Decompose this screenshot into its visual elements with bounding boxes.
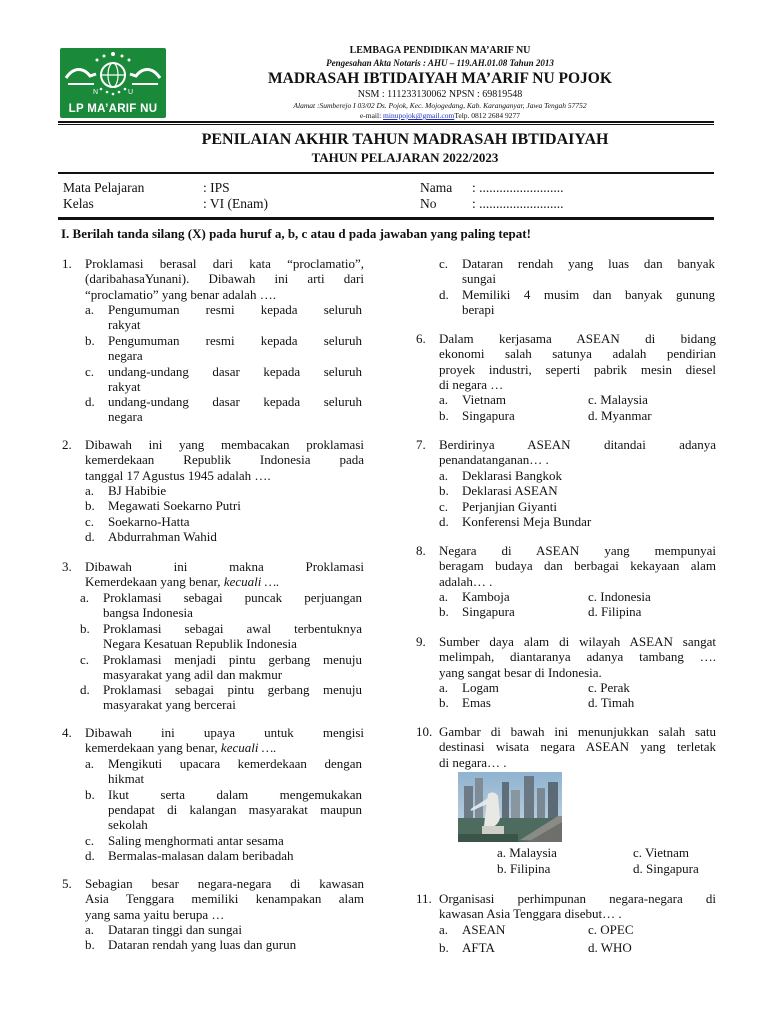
option-b-cont: Negara Kesatuan Republik Indonesia [103, 636, 297, 651]
option-letter[interactable]: d. [439, 514, 449, 529]
option-letter[interactable]: c. [85, 364, 95, 379]
question-text: Organisasi perhimpunan negara-negara di [439, 891, 716, 906]
class-label: Kelas [63, 196, 94, 211]
question-text: di negara … [439, 377, 504, 392]
option-b[interactable]: Proklamasi sebagai awal terbentuknya [103, 621, 362, 636]
option-d[interactable]: d. Singapura [633, 861, 699, 876]
exam-title: PENILAIAN AKHIR TAHUN MADRASAH IBTIDAIYAH [201, 131, 609, 148]
question-text-part: kemerdekaan yang benar, [85, 740, 221, 755]
option-letter[interactable]: c. [80, 652, 90, 667]
except-keyword: kecuali …. [223, 574, 280, 589]
contact-line [170, 111, 710, 120]
legal-notice: Pengesahan Akta Notaris : AHU – 119.AH.01.08 Tahun 2013 [326, 58, 554, 68]
option-a[interactable]: ASEAN [462, 922, 506, 937]
option-b[interactable]: Megawati Soekarno Putri [108, 498, 241, 513]
logo-letter-n: N [93, 89, 99, 96]
question-text: ekonomi salah satunya adalah pendirian [439, 346, 716, 361]
question-text: Dalam kerjasama ASEAN di bidang [439, 331, 716, 346]
option-a[interactable]: Kamboja [462, 589, 510, 604]
question-text: kemerdekaan Republik Indonesia pada [85, 452, 364, 467]
option-d[interactable]: Bermalas-malasan dalam beribadah [108, 848, 294, 863]
option-letter[interactable]: b. [439, 695, 449, 710]
option-a[interactable]: Proklamasi sebagai puncak perjuangan [103, 590, 362, 605]
question-number: 2. [62, 437, 72, 452]
school-address: Alamat :Sumberejo I 03/02 Ds. Pojok, Kec. Mojogedang, Kab. Karanganyar, Jawa Tengah 57752 [293, 101, 587, 110]
option-c[interactable]: undang-undang dasar kepada seluruh [108, 364, 362, 379]
option-letter[interactable]: b. [85, 937, 95, 952]
option-c[interactable]: c. OPEC [588, 922, 634, 937]
option-d-cont: berapi [462, 302, 495, 317]
question-text: Sebagian besar negara-negara di kawasan [85, 876, 364, 891]
merlion-image-icon [458, 772, 562, 842]
right-column [416, 256, 716, 956]
option-letter[interactable]: a. [439, 922, 449, 937]
option-letter[interactable]: d. [80, 682, 90, 697]
info-divider [58, 217, 714, 220]
option-letter[interactable]: c. [85, 514, 95, 529]
except-keyword: kecuali …. [220, 740, 277, 755]
question-text: Negara di ASEAN yang mempunyai [439, 543, 716, 558]
option-c[interactable]: Proklamasi menjadi pintu gerbang menuju [103, 652, 362, 667]
option-d-cont: masyarakat yang bercerai [103, 697, 236, 712]
option-c-cont: sungai [462, 271, 496, 286]
option-c[interactable]: Perjanjian Giyanti [462, 499, 557, 514]
option-d[interactable]: undang-undang dasar kepada seluruh [108, 394, 362, 409]
option-c[interactable]: Saling menghormati antar sesama [108, 833, 284, 848]
option-letter[interactable]: a. [439, 392, 449, 407]
question-text: “proclamatio” yang benar adalah …. [85, 287, 276, 302]
option-d-cont: negara [108, 409, 143, 424]
name-field[interactable]: : ......................... [472, 180, 564, 195]
option-letter[interactable]: c. [439, 256, 449, 271]
option-c[interactable]: Dataran rendah yang luas dan banyak [462, 256, 715, 271]
option-d[interactable]: d. Myanmar [588, 408, 652, 423]
number-label: No [420, 196, 437, 211]
question-number: 5. [62, 876, 72, 891]
option-letter[interactable]: d. [85, 394, 95, 409]
option-a[interactable]: Vietnam [462, 392, 506, 407]
option-d[interactable]: Abdurrahman Wahid [108, 529, 217, 544]
option-letter[interactable]: b. [439, 408, 449, 423]
option-c-cont: masyarakat yang adil dan makmur [103, 667, 283, 682]
question-number: 7. [416, 437, 426, 452]
question-text: Berdirinya ASEAN ditandai adanya [439, 437, 716, 452]
option-b[interactable]: b. Filipina [497, 861, 551, 876]
subject-label: Mata Pelajaran [63, 180, 145, 195]
option-letter[interactable]: a. [439, 680, 449, 695]
option-letter[interactable]: a. [439, 468, 449, 483]
option-d[interactable]: Memiliki 4 musim dan banyak gunung [462, 287, 715, 302]
option-b[interactable]: Dataran rendah yang luas dan gurun [108, 937, 297, 952]
option-letter[interactable]: c. [85, 833, 95, 848]
nu-globe-emblem-icon [60, 48, 166, 104]
option-a[interactable]: BJ Habibie [108, 483, 167, 498]
question-text [85, 740, 364, 756]
option-b-cont: pendapat di kalangan masyarakat maupun [108, 802, 362, 817]
class-value: : VI (Enam) [203, 196, 268, 211]
institution-name: LEMBAGA PENDIDIKAN MA’ARIF NU [349, 45, 531, 56]
option-b-cont: sekolah [108, 817, 148, 832]
option-letter[interactable]: a. [80, 590, 90, 605]
header-divider [58, 121, 714, 125]
question-text: beragam budaya dan berbagai kekayaan alam [439, 558, 716, 573]
option-b-cont: negara [108, 348, 143, 363]
question-number: 6. [416, 331, 426, 346]
option-b[interactable]: Ikut serta dalam mengemukakan [108, 787, 362, 802]
question-text: Proklamasi berasal dari kata “proclamatio”, [85, 256, 364, 271]
option-b[interactable]: AFTA [462, 940, 495, 955]
option-b[interactable]: Deklarasi ASEAN [462, 483, 558, 498]
subject-value: : IPS [203, 180, 230, 195]
question-text: Dibawah ini makna Proklamasi [85, 559, 364, 574]
title-divider [58, 172, 714, 174]
email-label: e-mail: [359, 111, 384, 120]
question-text [85, 574, 364, 590]
lp-maarif-nu-logo [60, 48, 166, 118]
option-letter[interactable]: a. [85, 483, 95, 498]
question-text: destinasi wisata negara ASEAN yang terletak [439, 739, 716, 754]
option-letter[interactable]: a. [85, 756, 95, 771]
option-c[interactable]: Soekarno-Hatta [108, 514, 190, 529]
option-letter[interactable]: b. [439, 940, 449, 955]
question-text: tanggal 17 Agustus 1945 adalah …. [85, 468, 271, 483]
option-c[interactable]: c. Malaysia [588, 392, 648, 407]
option-c[interactable]: c. Indonesia [588, 589, 651, 604]
name-label: Nama [420, 180, 453, 195]
option-letter[interactable]: a. [85, 922, 95, 937]
option-letter[interactable]: b. [85, 333, 95, 348]
question-text: yang sangat besar di Indonesia. [439, 665, 602, 680]
option-d[interactable]: d. WHO [588, 940, 632, 955]
question-text: yang sama yaitu berupa … [85, 907, 225, 922]
option-c[interactable]: c. Perak [588, 680, 630, 695]
option-letter[interactable]: b. [80, 621, 90, 636]
option-a-cont: rakyat [108, 317, 141, 332]
option-d[interactable]: d. Filipina [588, 604, 642, 619]
question-text: Dibawah ini upaya untuk mengisi [85, 725, 364, 740]
logo-text: LP MA’ARIF NU [68, 103, 158, 115]
option-letter[interactable]: a. [439, 589, 449, 604]
option-c-cont: rakyat [108, 379, 141, 394]
option-letter[interactable]: b. [85, 787, 95, 802]
option-a[interactable]: Pengumuman resmi kepada seluruh [108, 302, 362, 317]
question-number: 9. [416, 634, 426, 649]
question-number: 8. [416, 543, 426, 558]
question-text: adalah… . [439, 574, 493, 589]
option-letter[interactable]: b. [439, 604, 449, 619]
option-letter[interactable]: d. [85, 529, 95, 544]
question-text: melimpah, diantaranya adanya tambang …. [439, 649, 716, 664]
question-text: penandatanganan… . [439, 452, 549, 467]
option-d[interactable]: Konferensi Meja Bundar [462, 514, 592, 529]
question-text: Asia Tenggara memiliki kenampakan alam [85, 891, 364, 906]
number-field[interactable]: : ......................... [472, 196, 564, 211]
exam-year: TAHUN PELAJARAN 2022/2023 [311, 150, 499, 165]
school-name: MADRASAH IBTIDAIYAH MA’ARIF NU POJOK [268, 70, 612, 87]
question-text: (daribahasaYunani). Dibawah ini arti dari [85, 271, 364, 286]
question-text: Gambar di bawah ini menunjukkan salah satu [439, 724, 716, 739]
option-letter[interactable]: c. [439, 499, 449, 514]
option-letter[interactable]: b. [85, 498, 95, 513]
option-a[interactable]: Deklarasi Bangkok [462, 468, 563, 483]
option-letter[interactable]: a. [85, 302, 95, 317]
instruction: I. Berilah tanda silang (X) pada huruf a, b, c atau d pada jawaban yang paling tepat! [61, 226, 531, 241]
option-a-cont: hikmat [108, 771, 145, 786]
option-letter[interactable]: d. [85, 848, 95, 863]
option-letter[interactable]: d. [439, 287, 449, 302]
merlion-photo [458, 772, 562, 842]
option-a[interactable]: Mengikuti upacara kemerdekaan dengan [108, 756, 362, 771]
question-number: 1. [62, 256, 72, 271]
question-number: 4. [62, 725, 72, 740]
option-c[interactable]: c. Vietnam [633, 845, 690, 860]
school-ids: NSM : 111233130062 NPSN : 69819548 [357, 89, 523, 100]
phone: Telp. 0812 2684 9277 [454, 111, 521, 120]
question-number: 11. [416, 891, 432, 906]
option-b[interactable]: Pengumuman resmi kepada seluruh [108, 333, 362, 348]
option-a-cont: bangsa Indonesia [103, 605, 193, 620]
left-column [62, 256, 364, 956]
logo-letter-u: U [128, 89, 134, 96]
question-text: kawasan Asia Tenggara disebut… . [439, 906, 622, 921]
option-d[interactable]: Proklamasi sebagai pintu gerbang menuju [103, 682, 362, 697]
option-a[interactable]: Dataran tinggi dan sungai [108, 922, 242, 937]
option-b[interactable]: Emas [462, 695, 491, 710]
question-number: 3. [62, 559, 72, 574]
email-link[interactable]: minupojok@gmail.com [383, 111, 455, 120]
option-d[interactable]: d. Timah [588, 695, 635, 710]
option-b[interactable]: Singapura [462, 408, 515, 423]
option-a[interactable]: Logam [462, 680, 499, 695]
question-text: Dibawah ini yang membacakan proklamasi [85, 437, 364, 452]
option-b[interactable]: Singapura [462, 604, 515, 619]
question-text: Sumber daya alam di wilayah ASEAN sangat [439, 634, 716, 649]
question-number: 10. [416, 724, 433, 739]
question-text: di negara… . [439, 755, 507, 770]
option-a[interactable]: a. Malaysia [497, 845, 557, 860]
option-letter[interactable]: b. [439, 483, 449, 498]
question-text: proyek industri, seperti pabrik mesin diesel [439, 362, 716, 377]
question-text-part: Kemerdekaan yang benar, [85, 574, 224, 589]
